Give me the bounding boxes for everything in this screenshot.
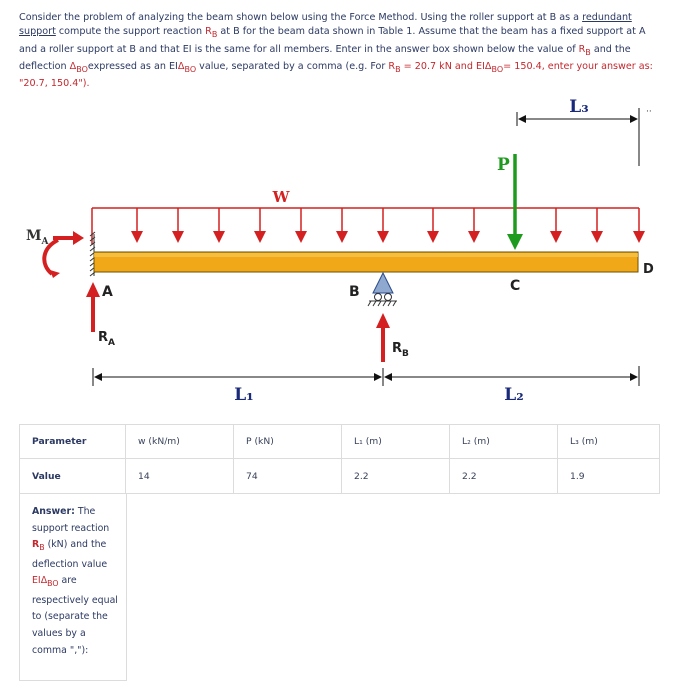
- redundant-support-term: redundant support: [19, 12, 632, 38]
- roller-support: [368, 273, 397, 306]
- point-c-label: C: [510, 278, 521, 294]
- l3-label: L₃: [569, 97, 589, 117]
- point-a-label: A: [102, 284, 113, 300]
- table-cell: L₃ (m): [558, 425, 660, 459]
- table-cell: w (kN/m): [126, 425, 234, 459]
- table-cell: 1.9: [558, 459, 660, 494]
- table-cell: 74: [234, 459, 342, 494]
- table-cell: 14: [126, 459, 234, 494]
- w-label: W: [272, 188, 290, 206]
- table-cell: 2.2: [342, 459, 450, 494]
- parameter-table: [19, 424, 660, 494]
- l3-dots: ··: [646, 107, 652, 117]
- rb-label: $R_B$: [392, 341, 409, 359]
- ma-label: $M_A$: [26, 228, 49, 247]
- l2-label: L₂: [504, 385, 524, 405]
- table-cell: Parameter: [20, 425, 126, 459]
- problem-statement: Consider the problem of analyzing the beam shown below using the Force Method. Using the roller support at B as a redundant support compute the support reaction $R_B$ at B for the beam data shown in Table 1. Assume that the beam has a fixed support at A and a roller support at B and that EI is the same for all members. Enter in the answer box shown below the value of $R_B$ and the deflection $\Delta_{BO}expressed$ as an $EI\Delta_{BO}$ value, separated by a comma (e.g. For $R_B = 20.7$ kN and $EI\Delta_{BO}= 150.4$, enter your answer as: "20.7, 150.4").: [19, 12, 653, 89]
- span-dimensions: [93, 366, 639, 386]
- point-d-label: D: [643, 262, 654, 277]
- table-cell: 2.2: [450, 459, 558, 494]
- point-b-label: B: [349, 284, 360, 300]
- table-value-row: [20, 459, 660, 494]
- table-cell: Value: [20, 459, 126, 494]
- table-cell: P (kN): [234, 425, 342, 459]
- table-header-row: [20, 425, 660, 459]
- distributed-load: [92, 208, 639, 245]
- table-cell: L₂ (m): [450, 425, 558, 459]
- beam-diagram: [0, 90, 675, 420]
- answer-box[interactable]: Answer: The support reaction $R_B$ (kN) and the deflection value $EI\Delta_{BO}$ are respectively equal to (separate the values by a comma ","):: [19, 493, 127, 681]
- ra-label: $R_A$: [98, 330, 115, 348]
- p-label: P: [497, 155, 510, 175]
- l1-label: L₁: [234, 385, 254, 405]
- table-cell: L₁ (m): [342, 425, 450, 459]
